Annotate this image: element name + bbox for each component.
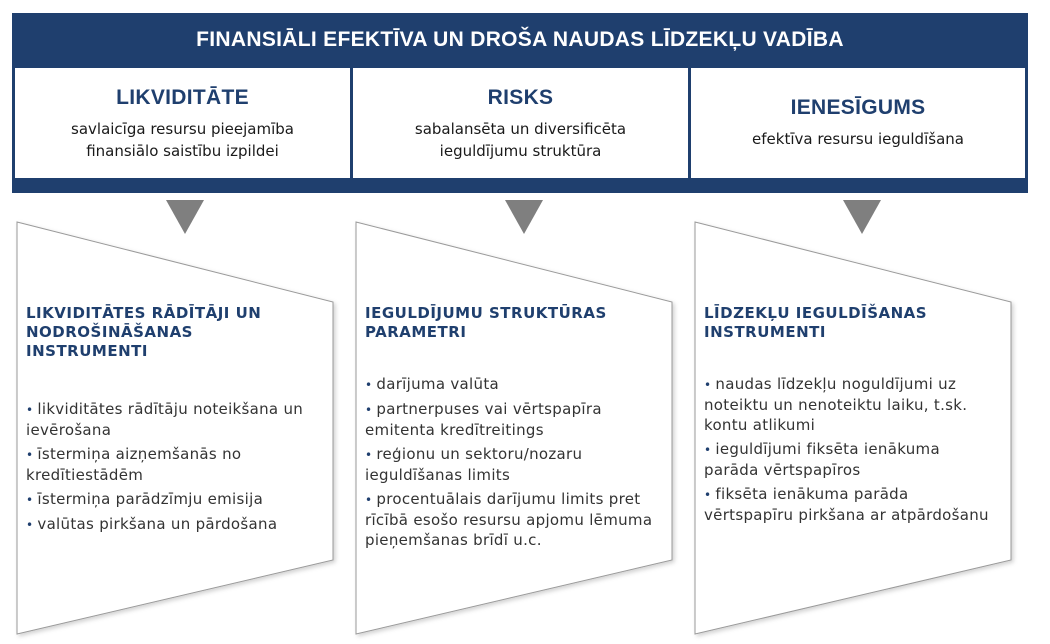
pillar-description: efektīva resursu ieguldīšana — [752, 130, 964, 148]
card-risk — [365, 304, 655, 554]
bullet-icon: • — [26, 448, 34, 462]
list-item: • procentuālais darījumu limits pret rīcībā esošo resursu apjomu lēmuma pieņemšanas brīdī u.c. — [365, 490, 653, 549]
bullet-icon: • — [704, 443, 712, 457]
bullet-icon: • — [365, 493, 373, 507]
list-item: • ieguldījumi fiksēta ienākuma parāda vērtspapīros — [704, 440, 940, 479]
list-item: • naudas līdzekļu noguldījumi uz noteiktu un nenoteiktu laiku, t.sk. kontu atlikumi — [704, 375, 968, 434]
card-heading: LIKVIDITĀTES RĀDĪTĀJI UN NODROŠINĀŠANAS INSTRUMENTI — [26, 304, 262, 360]
list-item: • fiksēta ienākuma parāda vērtspapīru pirkšana ar atpārdošanu — [704, 485, 989, 524]
bullet-icon: • — [26, 493, 34, 507]
pillar-title: RISKS — [487, 86, 554, 109]
bullet-icon: • — [365, 378, 373, 392]
list-item: • reģionu un sektoru/nozaru ieguldīšanas limits — [365, 445, 583, 484]
bullet-icon: • — [365, 403, 373, 417]
list-item: • likviditātes rādītāju noteikšana un ievērošana — [26, 400, 304, 439]
list-item: • īstermiņa parādzīmju emisija — [26, 490, 264, 508]
pillar-description: sabalansēta un diversificēta ieguldījumu struktūra — [414, 120, 627, 160]
pillar-title: LIKVIDITĀTE — [116, 86, 249, 109]
card-investment — [704, 304, 994, 529]
bullet-icon: • — [704, 378, 712, 392]
list-item: • valūtas pirkšana un pārdošana — [26, 515, 278, 533]
diagram-title: FINANSIĀLI EFEKTĪVA UN DROŠA NAUDAS LĪDZEKĻU VADĪBA — [196, 27, 844, 51]
pillar-title: IENESĪGUMS — [790, 96, 926, 119]
card-heading: IEGULDĪJUMU STRUKTŪRAS PARAMETRI — [365, 304, 607, 341]
card-heading: LĪDZEKĻU IEGULDĪŠANAS INSTRUMENTI — [704, 304, 928, 341]
list-item: • darījuma valūta — [365, 375, 500, 393]
card-list — [365, 374, 655, 550]
card-list — [704, 374, 994, 525]
card-liquidity — [26, 304, 326, 539]
pillar-description: savlaicīga resursu pieejamība finansiālo saistību izpildei — [71, 120, 294, 160]
bullet-icon: • — [26, 403, 34, 417]
bullet-icon: • — [365, 448, 373, 462]
bullet-icon: • — [26, 518, 34, 532]
bullet-icon: • — [704, 488, 712, 502]
list-item: • partnerpuses vai vērtspapīra emitenta kredītreitings — [365, 400, 602, 439]
list-item: • īstermiņa aizņemšanās no kredītiestādēm — [26, 445, 242, 484]
card-list — [26, 399, 326, 535]
